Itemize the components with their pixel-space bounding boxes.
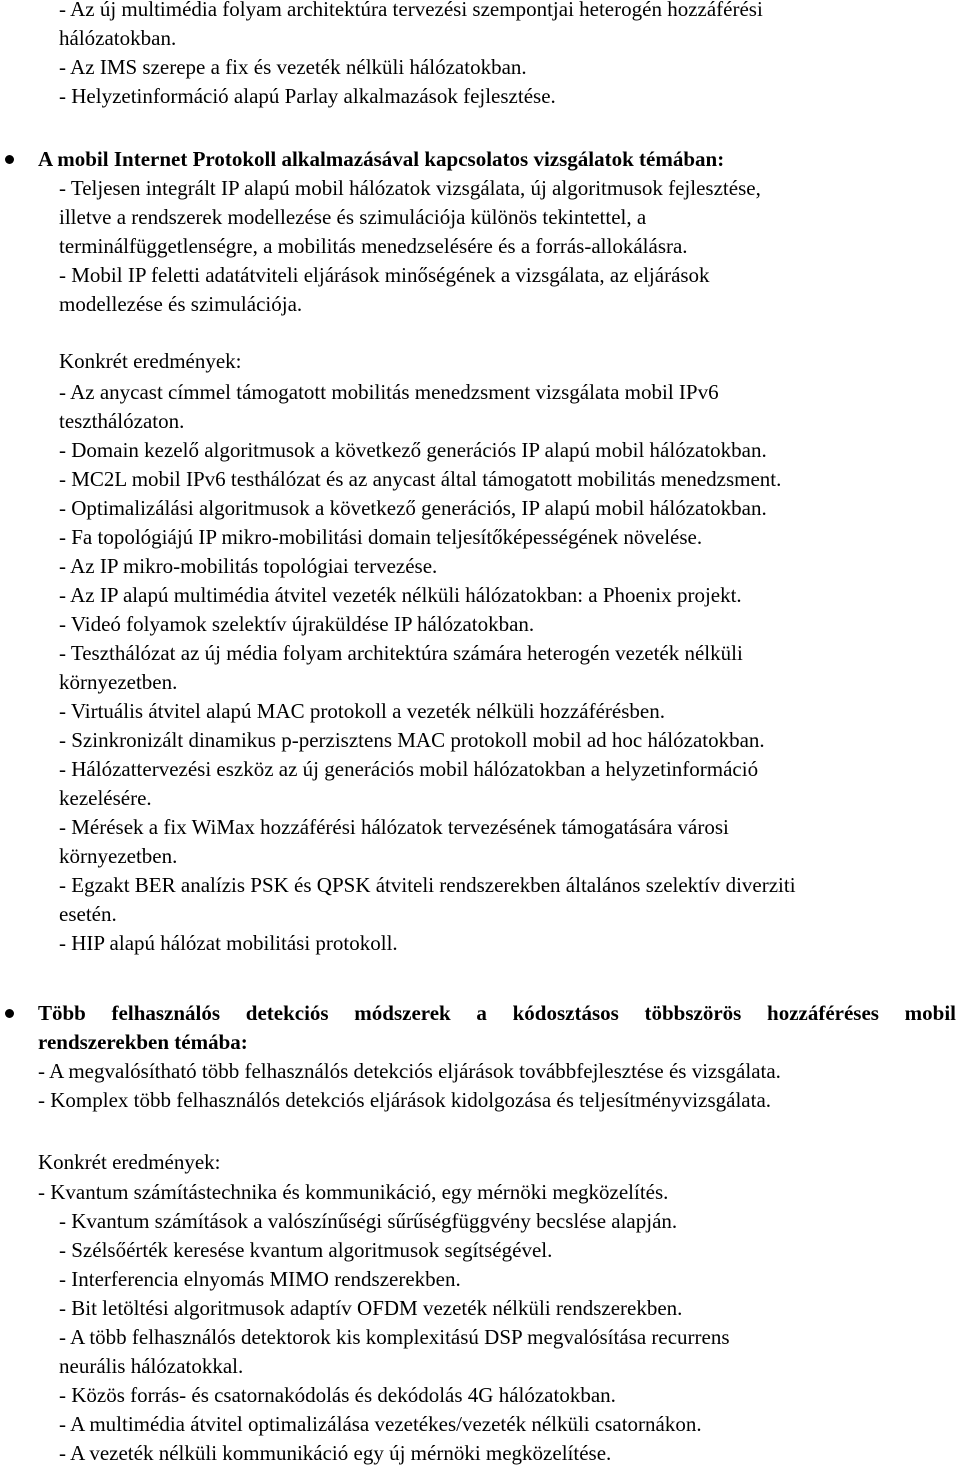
result-line: - Az anycast címmel támogatott mobilitás menedzsment vizsgálata mobil IPv6 <box>59 380 719 404</box>
result-line: - Virtuális átvitel alapú MAC protokoll a vezeték nélküli hozzáférésben. <box>59 699 665 723</box>
bullet-icon <box>5 155 14 164</box>
result-line: - Videó folyamok szelektív újraküldése IP hálózatokban. <box>59 612 535 636</box>
result-line: - Interferencia elnyomás MIMO rendszerekben. <box>59 1267 461 1291</box>
bullet-icon <box>5 1009 14 1018</box>
result-line: - Optimalizálási algoritmusok a következő generációs, IP alapú mobil hálózatokban. <box>59 496 767 520</box>
result-line: - A több felhasználós detektorok kis komplexitású DSP megvalósítása recurrens <box>59 1325 730 1349</box>
result-line: - Kvantum számítástechnika és kommunikáció, egy mérnöki megközelítés. <box>38 1180 669 1204</box>
result-line: kezelésére. <box>59 786 152 810</box>
result-line: környezetben. <box>59 844 178 868</box>
result-line: - Szinkronizált dinamikus p-perzisztens MAC protokoll mobil ad hoc hálózatokban. <box>59 728 765 752</box>
text-line: - Komplex több felhasználós detekciós eljárások kidolgozása és teljesítményvizsgálata. <box>38 1088 772 1112</box>
result-line: - Az IP mikro-mobilitás topológiai tervezése. <box>59 554 438 578</box>
result-line: - Az IP alapú multimédia átvitel vezeték nélküli hálózatokban: a Phoenix projekt. <box>59 583 742 607</box>
text-line: - Mobil IP feletti adatátviteli eljárások minőségének a vizsgálata, az eljárások <box>59 263 710 287</box>
result-line: - HIP alapú hálózat mobilitási protokoll. <box>59 931 398 955</box>
text-line: - Az új multimédia folyam architektúra tervezési szempontjai heterogén hozzáférési <box>59 0 763 21</box>
results-heading: Konkrét eredmények: <box>59 349 242 373</box>
result-line: - Teszthálózat az új média folyam architektúra számára heterogén vezeték nélküli <box>59 641 743 665</box>
result-line: - Közös forrás- és csatornakódolás és dekódolás 4G hálózatokban. <box>59 1383 616 1407</box>
result-line: - Szélsőérték keresése kvantum algoritmusok segítségével. <box>59 1238 553 1262</box>
section1-heading: A mobil Internet Protokoll alkalmazásával kapcsolatos vizsgálatok témában: <box>38 147 725 171</box>
results-heading: Konkrét eredmények: <box>38 1150 221 1174</box>
text-line: - Teljesen integrált IP alapú mobil hálózatok vizsgálata, új algoritmusok fejlesztése, <box>59 176 761 200</box>
text-line: - A megvalósítható több felhasználós detekciós eljárások továbbfejlesztése és vizsgálata. <box>38 1059 781 1083</box>
text-line: modellezése és szimulációja. <box>59 292 303 316</box>
result-line: esetén. <box>59 902 117 926</box>
text-line: terminálfüggetlenségre, a mobilitás menedzselésére és a forrás-allokálásra. <box>59 234 688 258</box>
result-line: - Mérések a fix WiMax hozzáférési hálózatok tervezésének támogatására városi <box>59 815 729 839</box>
result-line: környezetben. <box>59 670 178 694</box>
result-line: - Fa topológiájú IP mikro-mobilitási domain teljesítőképességének növelése. <box>59 525 703 549</box>
result-line: - MC2L mobil IPv6 testhálózat és az anycast által támogatott mobilitás menedzsment. <box>59 467 782 491</box>
result-line: - Bit letöltési algoritmusok adaptív OFDM vezeték nélküli rendszerekben. <box>59 1296 683 1320</box>
result-line: - Hálózattervezési eszköz az új generációs mobil hálózatokban a helyzetinformáció <box>59 757 759 781</box>
result-line: - Domain kezelő algoritmusok a következő generációs IP alapú mobil hálózatokban. <box>59 438 767 462</box>
text-line: hálózatokban. <box>59 26 177 50</box>
result-line: teszthálózaton. <box>59 409 185 433</box>
result-line: - Kvantum számítások a valószínűségi sűrűségfüggvény becslése alapján. <box>59 1209 678 1233</box>
result-line: - Egzakt BER analízis PSK és QPSK átviteli rendszerekben általános szelektív diverziti <box>59 873 796 897</box>
result-line: - A multimédia átvitel optimalizálása vezetékes/vezeték nélküli csatornákon. <box>59 1412 702 1436</box>
text-line: - Helyzetinformáció alapú Parlay alkalmazások fejlesztése. <box>59 84 556 108</box>
result-line: - A vezeték nélküli kommunikáció egy új mérnöki megközelítése. <box>59 1441 612 1465</box>
section2-heading-cont: rendszerekben témába: <box>38 1030 248 1054</box>
result-line: neurális hálózatokkal. <box>59 1354 244 1378</box>
text-line: illetve a rendszerek modellezése és szimulációja különös tekintettel, a <box>59 205 647 229</box>
text-line: - Az IMS szerepe a fix és vezeték nélküli hálózatokban. <box>59 55 527 79</box>
section2-heading: Több felhasználós detekciós módszerek a kódosztásos többszörös hozzáféréses mobil <box>38 1001 956 1025</box>
